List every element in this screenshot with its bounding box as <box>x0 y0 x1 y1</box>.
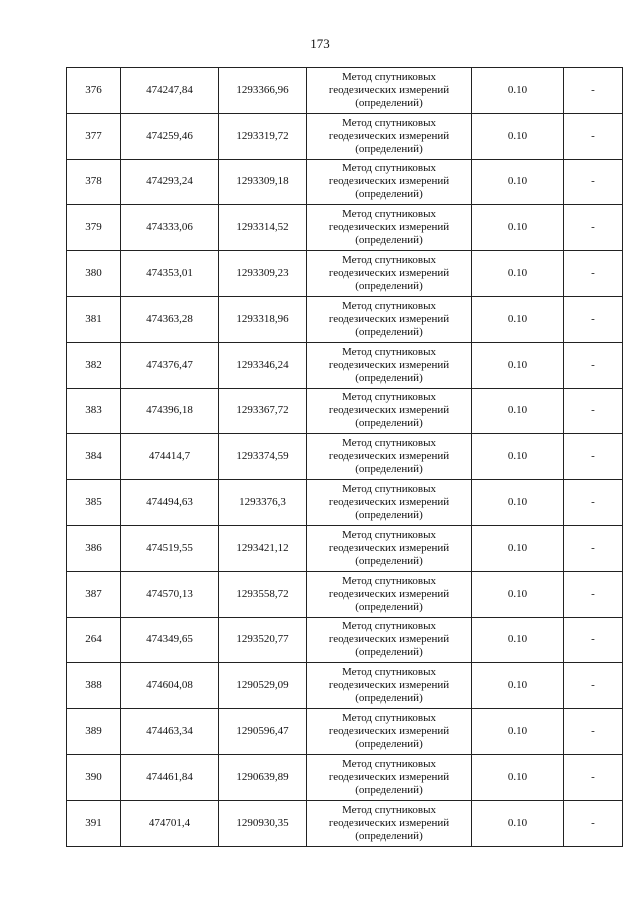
method-cell <box>307 525 472 571</box>
x-coordinate-cell: 474376,47 <box>121 342 219 388</box>
y-coordinate-cell: 1293309,18 <box>219 159 307 205</box>
x-coordinate-cell: 474494,63 <box>121 480 219 526</box>
method-cell <box>307 434 472 480</box>
x-coordinate-cell: 474604,08 <box>121 663 219 709</box>
x-coordinate-cell: 474353,01 <box>121 251 219 297</box>
coordinates-table-body <box>67 68 623 847</box>
note-cell: - <box>564 480 623 526</box>
method-line: Метод спутниковых <box>342 803 436 816</box>
accuracy-cell: 0.10 <box>472 800 564 846</box>
point-number-cell: 386 <box>67 525 121 571</box>
accuracy-cell: 0.10 <box>472 113 564 159</box>
x-coordinate-cell: 474259,46 <box>121 113 219 159</box>
method-line: Метод спутниковых <box>342 528 436 541</box>
accuracy-cell: 0.10 <box>472 434 564 480</box>
accuracy-cell: 0.10 <box>472 709 564 755</box>
x-coordinate-cell: 474349,65 <box>121 617 219 663</box>
method-line: (определений) <box>355 142 423 155</box>
table-row <box>67 480 623 526</box>
method-line: геодезических измерений <box>328 770 450 783</box>
note-cell: - <box>564 434 623 480</box>
table-row <box>67 525 623 571</box>
x-coordinate-cell: 474333,06 <box>121 205 219 251</box>
method-line: геодезических измерений <box>328 725 450 738</box>
method-cell <box>307 296 472 342</box>
x-coordinate-cell: 474363,28 <box>121 296 219 342</box>
table-row <box>67 754 623 800</box>
method-cell <box>307 754 472 800</box>
x-coordinate-cell: 474701,4 <box>121 800 219 846</box>
note-cell: - <box>564 388 623 434</box>
method-line: (определений) <box>355 783 423 796</box>
method-line: Метод спутниковых <box>342 620 436 633</box>
accuracy-cell: 0.10 <box>472 617 564 663</box>
x-coordinate-cell: 474570,13 <box>121 571 219 617</box>
y-coordinate-cell: 1293520,77 <box>219 617 307 663</box>
method-line: (определений) <box>355 188 423 201</box>
note-cell: - <box>564 754 623 800</box>
note-cell: - <box>564 159 623 205</box>
y-coordinate-cell: 1293421,12 <box>219 525 307 571</box>
method-line: геодезических измерений <box>328 83 450 96</box>
y-coordinate-cell: 1293309,23 <box>219 251 307 297</box>
note-cell: - <box>564 113 623 159</box>
y-coordinate-cell: 1293366,96 <box>219 68 307 114</box>
point-number-cell: 388 <box>67 663 121 709</box>
method-line: Метод спутниковых <box>342 345 436 358</box>
table-row <box>67 434 623 480</box>
point-number-cell: 381 <box>67 296 121 342</box>
table-row <box>67 388 623 434</box>
method-line: геодезических измерений <box>328 358 450 371</box>
method-cell <box>307 159 472 205</box>
method-line: Метод спутниковых <box>342 483 436 496</box>
method-cell <box>307 251 472 297</box>
accuracy-cell: 0.10 <box>472 251 564 297</box>
table-row <box>67 663 623 709</box>
accuracy-cell: 0.10 <box>472 159 564 205</box>
coordinates-table <box>66 67 623 847</box>
x-coordinate-cell: 474519,55 <box>121 525 219 571</box>
point-number-cell: 383 <box>67 388 121 434</box>
table-row <box>67 342 623 388</box>
accuracy-cell: 0.10 <box>472 525 564 571</box>
point-number-cell: 380 <box>67 251 121 297</box>
point-number-cell: 379 <box>67 205 121 251</box>
x-coordinate-cell: 474396,18 <box>121 388 219 434</box>
note-cell: - <box>564 663 623 709</box>
table-row <box>67 205 623 251</box>
x-coordinate-cell: 474247,84 <box>121 68 219 114</box>
point-number-cell: 378 <box>67 159 121 205</box>
note-cell: - <box>564 525 623 571</box>
method-cell <box>307 480 472 526</box>
point-number-cell: 389 <box>67 709 121 755</box>
accuracy-cell: 0.10 <box>472 480 564 526</box>
y-coordinate-cell: 1293374,59 <box>219 434 307 480</box>
method-cell <box>307 663 472 709</box>
method-line: (определений) <box>355 738 423 751</box>
accuracy-cell: 0.10 <box>472 205 564 251</box>
accuracy-cell: 0.10 <box>472 388 564 434</box>
page-number: 173 <box>310 36 330 51</box>
method-line: (определений) <box>355 280 423 293</box>
method-line: Метод спутниковых <box>342 116 436 129</box>
accuracy-cell: 0.10 <box>472 571 564 617</box>
method-line: (определений) <box>355 829 423 842</box>
note-cell: - <box>564 800 623 846</box>
y-coordinate-cell: 1293558,72 <box>219 571 307 617</box>
method-line: Метод спутниковых <box>342 162 436 175</box>
y-coordinate-cell: 1290639,89 <box>219 754 307 800</box>
point-number-cell: 376 <box>67 68 121 114</box>
point-number-cell: 377 <box>67 113 121 159</box>
table-row <box>67 709 623 755</box>
method-line: (определений) <box>355 692 423 705</box>
method-line: (определений) <box>355 509 423 522</box>
method-line: Метод спутниковых <box>342 299 436 312</box>
x-coordinate-cell: 474293,24 <box>121 159 219 205</box>
method-line: (определений) <box>355 325 423 338</box>
accuracy-cell: 0.10 <box>472 754 564 800</box>
method-cell <box>307 68 472 114</box>
method-line: геодезических измерений <box>328 587 450 600</box>
method-line: геодезических измерений <box>328 267 450 280</box>
method-line: Метод спутниковых <box>342 254 436 267</box>
method-line: геодезических измерений <box>328 175 450 188</box>
table-row <box>67 800 623 846</box>
y-coordinate-cell: 1290596,47 <box>219 709 307 755</box>
method-cell <box>307 342 472 388</box>
method-line: (определений) <box>355 417 423 430</box>
method-cell <box>307 205 472 251</box>
method-line: геодезических измерений <box>328 679 450 692</box>
method-line: Метод спутниковых <box>342 757 436 770</box>
y-coordinate-cell: 1290529,09 <box>219 663 307 709</box>
table-row <box>67 296 623 342</box>
table-row <box>67 571 623 617</box>
method-line: геодезических измерений <box>328 221 450 234</box>
method-line: (определений) <box>355 600 423 613</box>
method-cell <box>307 800 472 846</box>
method-line: геодезических измерений <box>328 496 450 509</box>
point-number-cell: 385 <box>67 480 121 526</box>
note-cell: - <box>564 709 623 755</box>
accuracy-cell: 0.10 <box>472 342 564 388</box>
point-number-cell: 387 <box>67 571 121 617</box>
method-line: (определений) <box>355 646 423 659</box>
point-number-cell: 390 <box>67 754 121 800</box>
method-line: геодезических измерений <box>328 129 450 142</box>
x-coordinate-cell: 474461,84 <box>121 754 219 800</box>
table-row <box>67 159 623 205</box>
method-line: (определений) <box>355 96 423 109</box>
method-line: геодезических измерений <box>328 633 450 646</box>
method-line: Метод спутниковых <box>342 574 436 587</box>
method-cell <box>307 709 472 755</box>
method-line: геодезических измерений <box>328 541 450 554</box>
method-line: Метод спутниковых <box>342 666 436 679</box>
method-line: геодезических измерений <box>328 816 450 829</box>
table-row <box>67 251 623 297</box>
method-line: (определений) <box>355 234 423 247</box>
table-row <box>67 113 623 159</box>
note-cell: - <box>564 342 623 388</box>
note-cell: - <box>564 617 623 663</box>
method-line: (определений) <box>355 463 423 476</box>
method-cell <box>307 571 472 617</box>
accuracy-cell: 0.10 <box>472 663 564 709</box>
method-line: геодезических измерений <box>328 312 450 325</box>
point-number-cell: 391 <box>67 800 121 846</box>
point-number-cell: 264 <box>67 617 121 663</box>
method-cell <box>307 388 472 434</box>
table-row <box>67 617 623 663</box>
note-cell: - <box>564 68 623 114</box>
y-coordinate-cell: 1293367,72 <box>219 388 307 434</box>
table-row <box>67 68 623 114</box>
point-number-cell: 384 <box>67 434 121 480</box>
x-coordinate-cell: 474414,7 <box>121 434 219 480</box>
method-cell <box>307 113 472 159</box>
x-coordinate-cell: 474463,34 <box>121 709 219 755</box>
y-coordinate-cell: 1293376,3 <box>219 480 307 526</box>
method-line: Метод спутниковых <box>342 391 436 404</box>
y-coordinate-cell: 1290930,35 <box>219 800 307 846</box>
method-line: Метод спутниковых <box>342 712 436 725</box>
note-cell: - <box>564 205 623 251</box>
y-coordinate-cell: 1293346,24 <box>219 342 307 388</box>
accuracy-cell: 0.10 <box>472 68 564 114</box>
method-line: (определений) <box>355 554 423 567</box>
method-cell <box>307 617 472 663</box>
method-line: (определений) <box>355 371 423 384</box>
note-cell: - <box>564 571 623 617</box>
note-cell: - <box>564 251 623 297</box>
method-line: Метод спутниковых <box>342 437 436 450</box>
note-cell: - <box>564 296 623 342</box>
method-line: Метод спутниковых <box>342 208 436 221</box>
y-coordinate-cell: 1293318,96 <box>219 296 307 342</box>
method-line: геодезических измерений <box>328 450 450 463</box>
y-coordinate-cell: 1293314,52 <box>219 205 307 251</box>
method-line: Метод спутниковых <box>342 70 436 83</box>
method-line: геодезических измерений <box>328 404 450 417</box>
y-coordinate-cell: 1293319,72 <box>219 113 307 159</box>
point-number-cell: 382 <box>67 342 121 388</box>
accuracy-cell: 0.10 <box>472 296 564 342</box>
